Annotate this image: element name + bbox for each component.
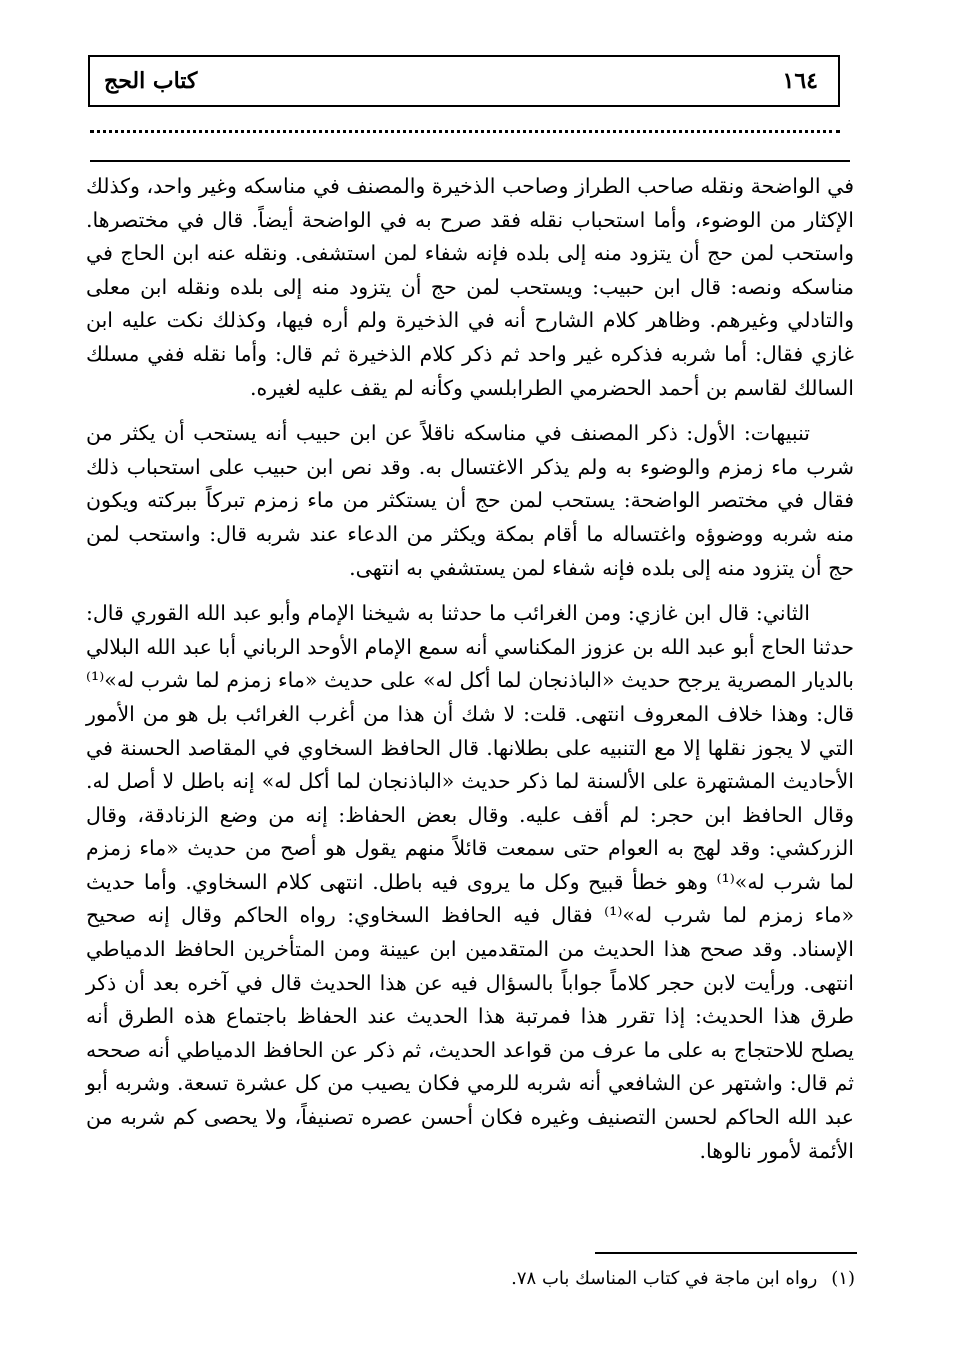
footnote-number: (١): [831, 1268, 855, 1289]
header-rule: [90, 160, 850, 162]
page-header: [88, 55, 840, 107]
footnote: [255, 1264, 855, 1294]
book-title: كتاب الحج: [104, 68, 198, 94]
dotted-divider: [90, 130, 840, 133]
paragraph-1: في الواضحة ونقله صاحب الطراز وصاحب الذخيرة والمصنف في مناسكه وغير واحد، وكذلك الإكثار من الوضوء، وأما استحباب نقله فقد صرح به في الواضحة أيضاً. قال في مختصرها. واستحب لمن حج أن يتزود منه إلى بلده فإنه شفاء لمن استشفى. ونقله عنه ابن الحاج في مناسكه ونصه: قال ابن حبيب: ويستحب لمن حج أن يتزود منه إلى بلده ونقله ابن معلى والتادلي وغيرهم. وظاهر كلام الشارح أنه في الذخيرة ولم أره فيها، وكذلك نكت عليه ابن غازي فقال: أما شربه فذكره غير واحد ثم ذكر كلام الذخيرة ثم قال: وأما نقله ففي مسلك السالك لقاسم بن أحمد الحضرمي الطرابلسي وكأنه لم يقف عليه لغيره.: [86, 174, 854, 400]
page-number: ١٦٤: [782, 68, 818, 94]
paragraph-3: الثاني: قال ابن غازي: ومن الغرائب ما حدثنا به شيخنا الإمام وأبو عبد الله القوري قال: حدثنا الحاج أبو عبد الله بن عزوز المكناسي أنه سمع الإمام الأوحد الرباني أبا عبد الله البلالي بالديار المصرية يرجح حديث «الباذنجان لما أكل له» على حديث «ماء زمزم لما شرب له»⁽¹⁾ قال: وهذا خلاف المعروف انتهى. قلت: لا شك أن هذا من أغرب الغرائب بل هو من الأمور التي لا يجوز نقلها إلا مع التنبيه على بطلانها. قال الحافظ السخاوي في المقاصد الحسنة في الأحاديث المشتهرة على الألسنة لما ذكر حديث «الباذنجان لما أكل له» إنه باطل لا أصل له. وقال الحافظ ابن حجر: لم أقف عليه. وقال بعض الحفاظ: إنه من وضع الزنادقة، وقال الزركشي: وقد لهج به العوام حتى سمعت قائلاً منهم يقول هو أصح من حديث «ماء زمزم لما شرب له»⁽¹⁾ وهو خطأ قبيح وكل ما يروى فيه باطل. انتهى كلام السخاوي. وأما حديث «ماء زمزم لما شرب له»⁽¹⁾ فقال فيه الحافظ السخاوي: رواه الحاكم وقال إنه صحيح الإسناد. وقد صحح هذا الحديث من المتقدمين ابن عيينة ومن المتأخرين الحافظ الدمياطي انتهى. ورأيت لابن حجر كلاماً جواباً بالسؤال فيه عن هذا الحديث قال في آخره بعد أن ذكر طرق هذا الحديث: إذا تقرر هذا فمرتبة هذا الحديث عند الحفاظ باجتماع هذه الطرق أنه يصلح للاحتجاج به على ما عرف من قواعد الحديث، ثم ذكر عن الحافظ الدمياطي أنه صححه ثم قال: واشتهر عن الشافعي أنه شربه للرمي فكان يصيب من كل عشرة تسعة. وشربه أبو عبد الله الحاكم لحسن التصنيف وغيره فكان أحسن عصره تصنيفاً، ولا يحصى كم شربه من الأئمة لأمور نالوها.: [86, 601, 854, 1163]
paragraph-2: تنبيهات: الأول: ذكر المصنف في مناسكه ناقلاً عن ابن حبيب أنه يستحب أن يكثر من شرب ماء زمزم والوضوء به ولم يذكر الاغتسال به. وقد نص ابن حبيب على استحباب ذلك فقال في مختصر الواضحة: يستحب لمن حج أن يستكثر من ماء زمزم تبركاً ببركته ويكون منه شربه ووضوؤه واغتساله ما أقام بمكة ويكثر من الدعاء عند شربه قال: واستحب لمن حج أن يتزود منه إلى بلده فإنه شفاء لمن يستشفي به انتهى.: [86, 421, 854, 580]
footnote-text: رواه ابن ماجة في كتاب المناسك باب ٧٨.: [511, 1268, 818, 1289]
footnote-rule: [595, 1252, 857, 1254]
main-text: [86, 170, 854, 1168]
